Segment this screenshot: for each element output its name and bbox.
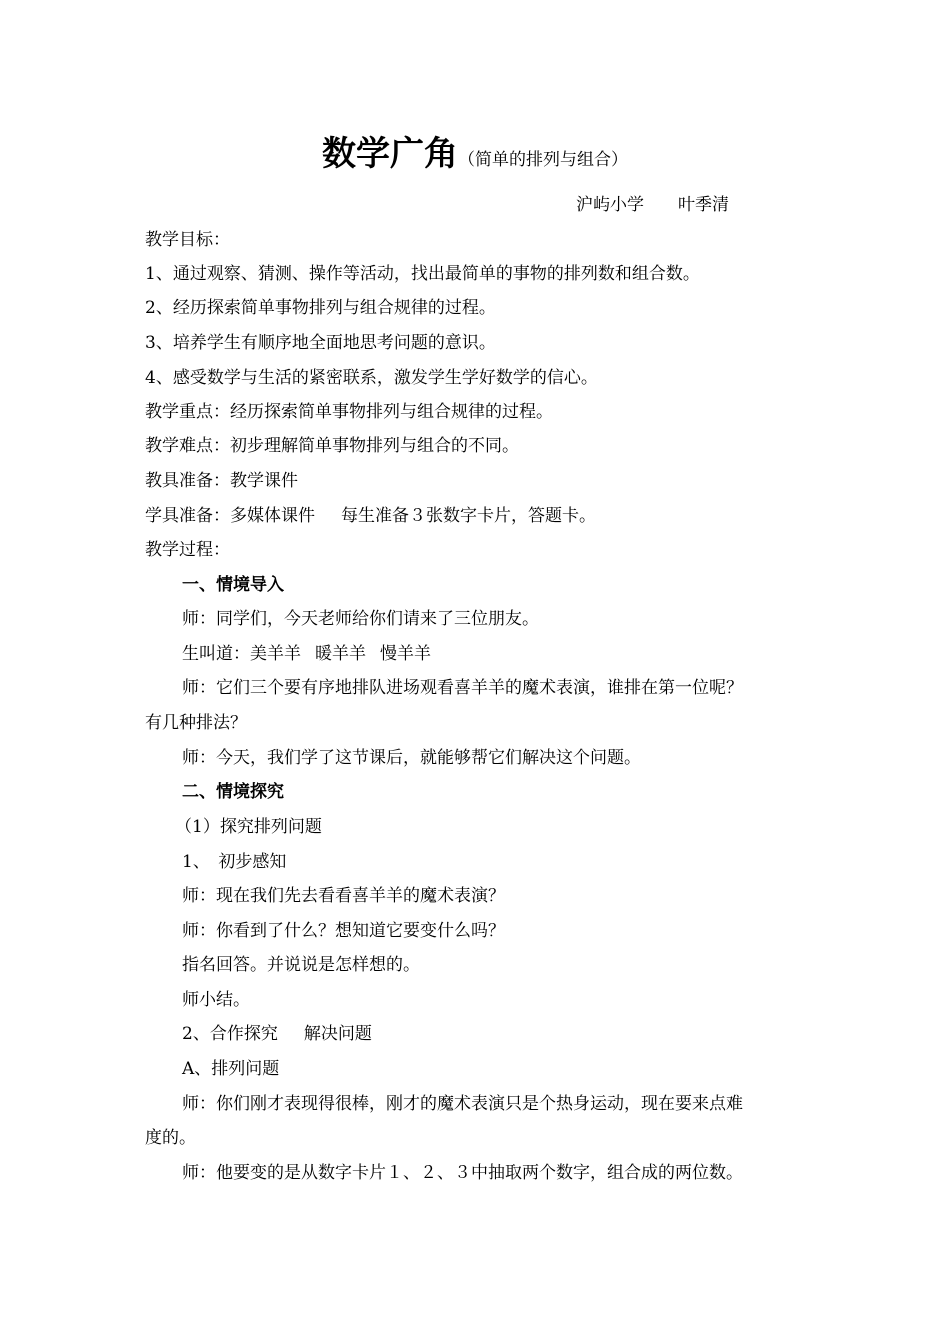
paragraph-4: 师：今天，我们学了这节课后，就能够帮它们解决这个问题。 [182,748,641,768]
paragraph-12: A、排列问题 [182,1059,280,1079]
section-2-heading: 二、情境探究 [182,782,284,802]
objectives-heading: 教学目标： [145,230,230,250]
objective-3: 3、培养学生有顺序地全面地思考问题的意识。 [145,333,496,353]
document-title [0,126,950,175]
section-1-heading: 一、情境导入 [182,575,284,595]
p2-part-c: 慢羊羊 [380,644,431,664]
paragraph-6: 1、 初步感知 [182,852,287,872]
title-main: 数学广角 [322,134,458,174]
p2-part-a: 生叫道：美羊羊 [182,644,301,664]
paragraph-8: 师：你看到了什么？想知道它要变什么吗？ [182,921,505,941]
student-prep-b: 每生准备３张数字卡片，答题卡。 [341,506,596,526]
student-prep-a: 学具准备：多媒体课件 [145,506,315,526]
author-name: 叶季清 [678,195,729,215]
paragraph-3: 师：它们三个要有序地排队进场观看喜羊羊的魔术表演，谁排在第一位呢？ [182,678,743,698]
paragraph-13-cont: 度的。 [145,1128,196,1148]
paragraph-10: 师小结。 [182,990,250,1010]
key-point: 教学重点：经历探索简单事物排列与组合规律的过程。 [145,402,553,422]
process-heading: 教学过程： [145,540,230,560]
teacher-prep: 教具准备：教学课件 [145,471,298,491]
p11-part-b: 解决问题 [303,1024,372,1044]
paragraph-14: 师：他要变的是从数字卡片１、２、３中抽取两个数字，组合成的两位数。 [182,1163,743,1183]
paragraph-5: （1）探究排列问题 [175,817,322,837]
paragraph-13: 师：你们刚才表现得很棒，刚才的魔术表演只是个热身运动，现在要来点难 [182,1094,743,1114]
student-prep [145,504,596,528]
paragraph-9: 指名回答。并说说是怎样想的。 [182,955,420,975]
paragraph-2 [182,642,431,666]
title-subtitle: （简单的排列与组合） [458,150,628,170]
author-line [576,190,729,215]
paragraph-11 [182,1022,372,1046]
objective-2: 2、经历探索简单事物排列与组合规律的过程。 [145,298,496,318]
author-school: 沪屿小学 [576,195,644,215]
p11-part-a: 2、合作探究 [182,1024,278,1044]
difficulty: 教学难点：初步理解简单事物排列与组合的不同。 [145,436,519,456]
objective-4: 4、感受数学与生活的紧密联系，激发学生学好数学的信心。 [145,368,598,388]
paragraph-7: 师：现在我们先去看看喜羊羊的魔术表演？ [182,886,505,906]
paragraph-3-cont: 有几种排法？ [145,713,247,733]
p2-part-b: 暖羊羊 [315,644,366,664]
objective-1: 1、通过观察、猜测、操作等活动，找出最简单的事物的排列数和组合数。 [145,264,700,284]
paragraph-1: 师：同学们，今天老师给你们请来了三位朋友。 [182,609,539,629]
